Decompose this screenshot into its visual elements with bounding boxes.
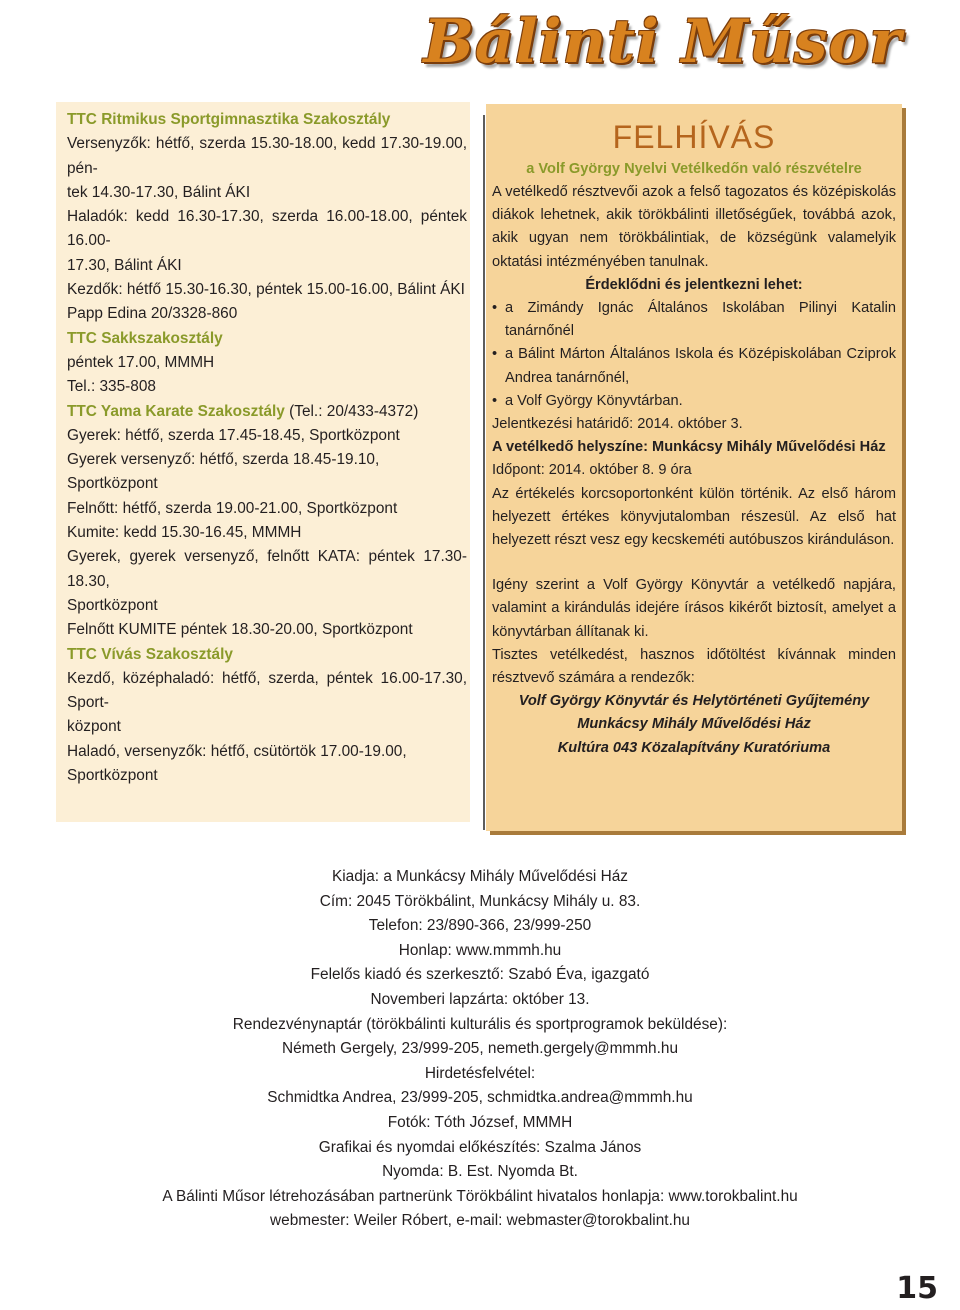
imprint-line: A Bálinti Műsor létrehozásában partnerünk Törökbálint hivatalos honlapja: www.torokbalint.hu	[162, 1187, 798, 1205]
list-item	[492, 390, 896, 413]
imprint-line: webmester: Weiler Róbert, e-mail: webmaster@torokbalint.hu	[270, 1212, 690, 1230]
schedule-line: tek 14.30-17.30, Bálint ÁKI	[67, 183, 251, 201]
imprint-line: Németh Gergely, 23/999-205, nemeth.gergely@mmmh.hu	[281, 1040, 679, 1058]
imprint-line: Nyomda: B. Est. Nyomda Bt.	[382, 1163, 578, 1181]
apply-heading: Érdeklődni és jelentkezni lehet:	[585, 276, 803, 293]
masthead-title: Bálinti Műsor	[423, 7, 902, 77]
schedule-line: 17.30, Bálint ÁKI	[67, 256, 182, 274]
schedule-line: Sportközpont	[67, 596, 158, 614]
schedule-line: Gyerek versenyző: hétfő, szerda 18.45-19.10, Sportközpont	[67, 451, 380, 493]
imprint-line: Hirdetésfelvétel:	[424, 1064, 536, 1082]
column-divider	[483, 115, 485, 830]
sports-schedule-column	[67, 108, 467, 788]
contact-line: Papp Edina 20/3328-860	[67, 305, 238, 323]
schedule-line: Haladó, versenyzők: hétfő, csütörtök 17.00-19.00, Sportközpont	[67, 742, 407, 785]
list-item	[492, 297, 896, 343]
bullet-icon: •	[492, 300, 498, 317]
imprint-line: Kiadja: a Munkácsy Mihály Művelődési Ház	[332, 868, 628, 885]
announcement-intro: A vetélkedő résztvevői azok a felső tagozatos és középiskolás diákok lehetnek, akik törökbálinti illetőségűek, továbbá azok, akik ugyan nem törökbálintiak, de községünk valamelyik oktatási intézményében tanulnak.	[492, 184, 896, 270]
bullet-icon: •	[492, 392, 498, 409]
section-heading-fencing: TTC Vívás Szakosztály	[67, 645, 233, 663]
schedule-line: Gyerek, gyerek versenyző, felnőtt KATA: péntek 17.30-18.30,	[67, 548, 467, 590]
schedule-line: Haladók: kedd 16.30-17.30, szerda 16.00-18.00, péntek 16.00-	[67, 208, 467, 250]
page-number: 15	[896, 1271, 938, 1306]
imprint-line: Novemberi lapzárta: október 13.	[370, 990, 590, 1008]
announcement-heading: FELHÍVÁS	[612, 119, 776, 155]
karate-phone: (Tel.: 20/433-4372)	[284, 402, 419, 420]
imprint-line: Cím: 2045 Törökbálint, Munkácsy Mihály u. 83.	[319, 892, 641, 910]
schedule-line: Kumite: kedd 15.30-16.45, MMMH	[67, 524, 302, 542]
venue-heading: A vetélkedő helyszíne: Munkácsy Mihály Művelődési Ház	[492, 439, 886, 456]
section-heading-karate: TTC Yama Karate Szakosztály	[67, 402, 285, 420]
section-heading-karate-row	[67, 400, 467, 424]
wish-text: Tisztes vetélkedést, hasznos időtöltést kívánnak minden résztvevő számára a rendezők:	[492, 646, 896, 687]
imprint-line: Grafikai és nyomdai előkészítés: Szalma János	[318, 1138, 642, 1156]
announcement-column	[492, 117, 896, 760]
schedule-line: Versenyzők: hétfő, szerda 15.30-18.00, kedd 17.30-19.00, pén-	[67, 135, 467, 177]
list-item-text: a Volf György Könyvtárban.	[505, 392, 683, 409]
schedule-line: Felnőtt: hétfő, szerda 19.00-21.00, Sportközpont	[67, 499, 398, 517]
contact-line: Tel.: 335-808	[67, 378, 156, 396]
schedule-line: Felnőtt KUMITE péntek 18.30-20.00, Sportközpont	[67, 621, 413, 639]
section-heading-gymnastics: TTC Ritmikus Sportgimnasztika Szakosztály	[67, 111, 391, 128]
imprint-line: Schmidtka Andrea, 23/999-205, schmidtka.andrea@mmmh.hu	[267, 1089, 693, 1107]
event-date: Időpont: 2014. október 8. 9 óra	[492, 462, 692, 479]
schedule-line: Kezdő, középhaladó: hétfő, szerda, péntek 16.00-17.30, Sport-	[67, 669, 467, 712]
section-heading-chess: TTC Sakkszakosztály	[67, 329, 223, 347]
schedule-line: Gyerek: hétfő, szerda 17.45-18.45, Sportközpont	[67, 426, 400, 444]
imprint-footer	[100, 865, 860, 1234]
imprint-line: Rendezvénynaptár (törökbálinti kulturális és sportprogramok beküldése):	[232, 1015, 728, 1033]
list-item-text: a Zimándy Ignác Általános Iskolában Pilinyi Katalin tanárnőnél	[505, 300, 896, 340]
request-text: Igény szerint a Volf György Könyvtár a vetélkedő napjára, valamint a kirándulás idejére írásos kikérőt biztosít, amelyet a könyvtárban állítanak ki.	[492, 577, 896, 640]
list-item-text: a Bálint Márton Általános Iskola és Középiskolában Cziprok Andrea tanárnőnél,	[505, 346, 896, 386]
organizer-name: Munkácsy Mihály Művelődési Ház	[577, 716, 811, 733]
deadline-text: Jelentkezési határidő: 2014. október 3.	[492, 416, 743, 433]
schedule-line: péntek 17.00, MMMH	[67, 353, 215, 371]
organizer-name: Volf György Könyvtár és Helytörténeti Gyűjtemény	[518, 693, 870, 710]
organizer-name: Kultúra 043 Közalapítvány Kuratóriuma	[557, 739, 831, 756]
announcement-subheading: a Volf György Nyelvi Vetélkedőn való részvételre	[526, 161, 862, 177]
schedule-line: központ	[67, 718, 121, 736]
bullet-icon: •	[492, 346, 498, 363]
imprint-line: Fotók: Tóth József, MMMH	[387, 1113, 573, 1131]
paragraph-spacer	[492, 552, 896, 574]
schedule-line: Kezdők: hétfő 15.30-16.30, péntek 15.00-16.00, Bálint ÁKI	[67, 281, 465, 299]
imprint-line: Telefon: 23/890-366, 23/999-250	[368, 917, 592, 935]
imprint-line: Felelős kiadó és szerkesztő: Szabó Éva, igazgató	[310, 966, 650, 984]
imprint-line: Honlap: www.mmmh.hu	[398, 941, 562, 959]
evaluation-text: Az értékelés korcsoportonként külön történik. Az első három helyezett értékes könyvjutalomban részesül. Az első hat helyezett részt vesz egy kecskeméti autóbuszos kiránduláson.	[492, 485, 896, 549]
list-item	[492, 343, 896, 389]
